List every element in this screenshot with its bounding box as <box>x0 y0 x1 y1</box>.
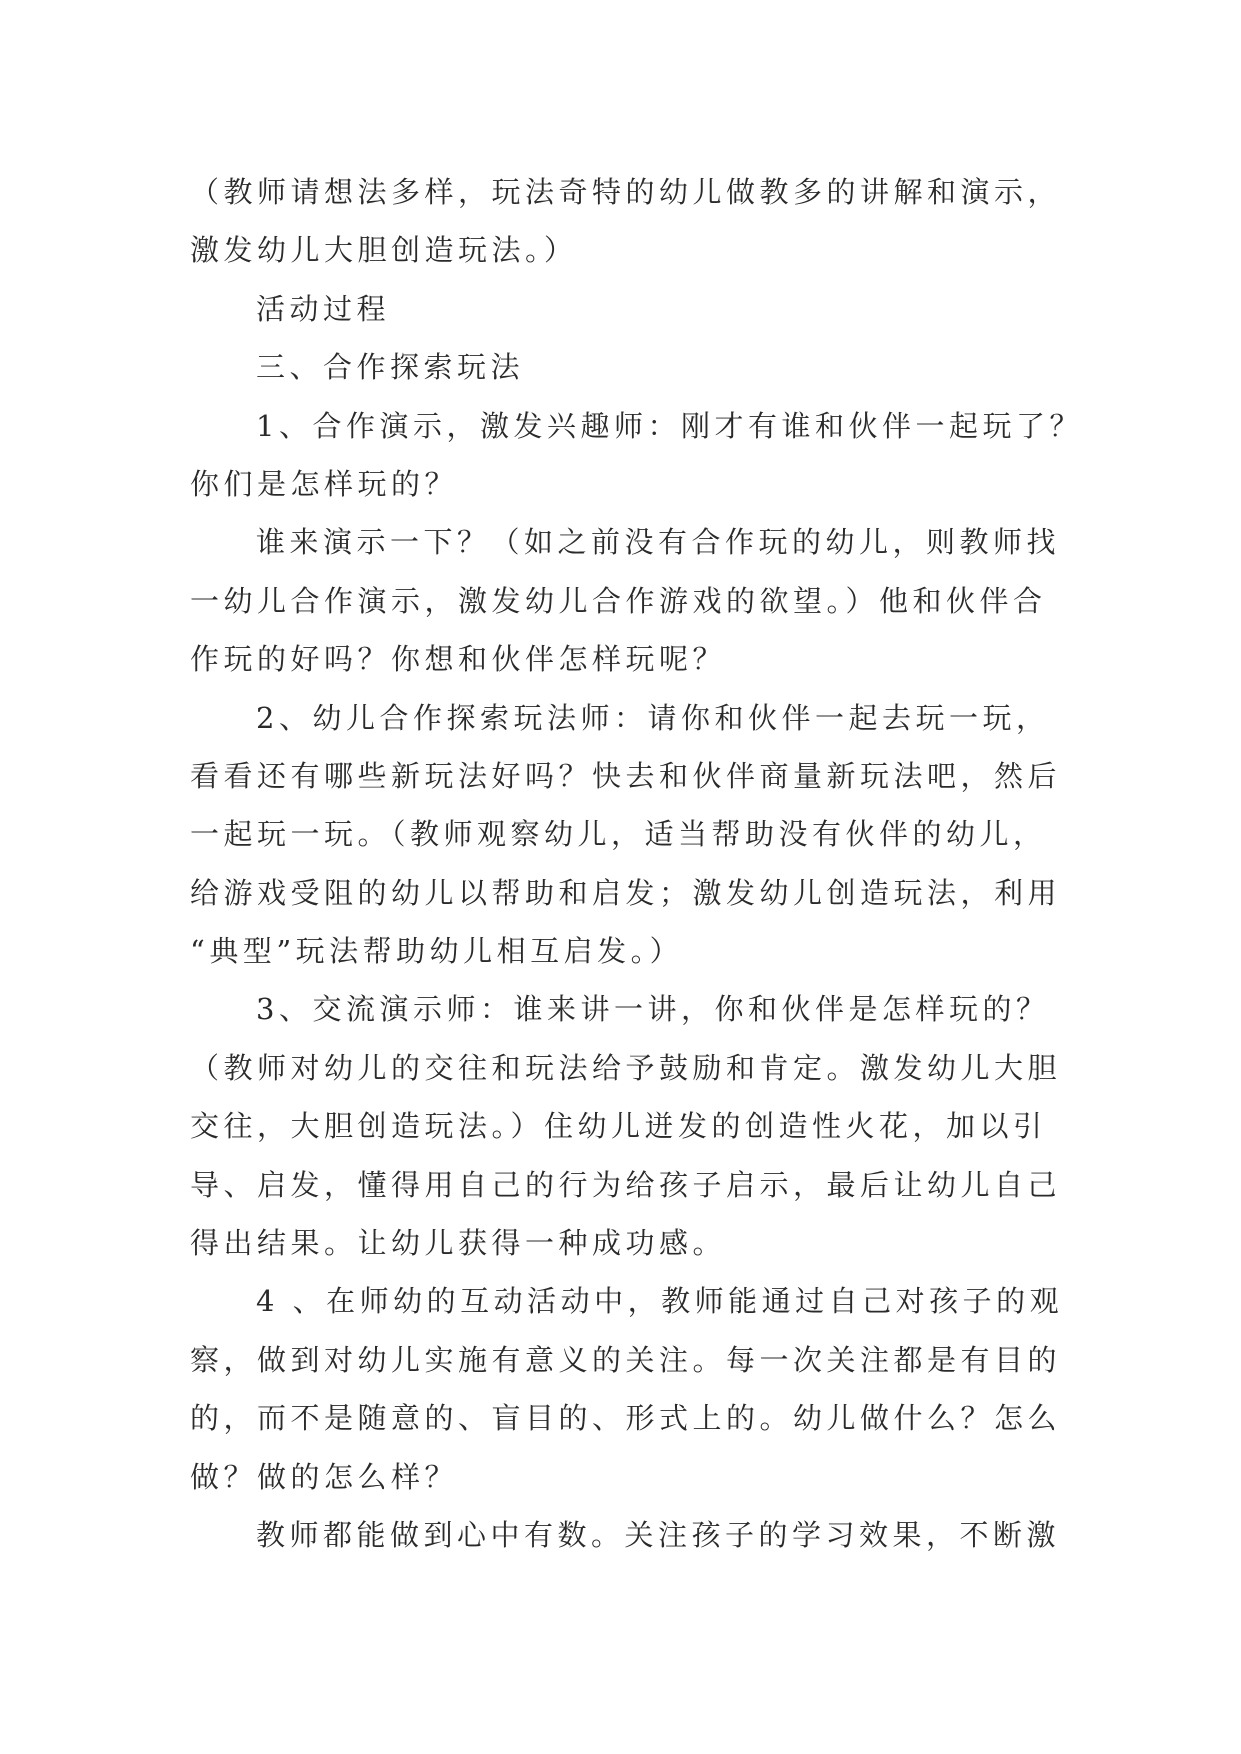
text-line: 一起玩一玩。（教师观察幼儿，适当帮助没有伙伴的幼儿， <box>190 817 1047 852</box>
text-line: 得出结果。让幼儿获得一种成功感。 <box>190 1226 727 1261</box>
text-line: 察，做到对幼儿实施有意义的关注。每一次关注都是有目的 <box>190 1342 1062 1377</box>
text-line: （教师对幼儿的交往和玩法给予鼓励和肯定。激发幼儿大胆 <box>190 1050 1062 1085</box>
text-line: （教师请想法多样，玩法奇特的幼儿做教多的讲解和演示， <box>190 175 1062 209</box>
text-line: 看看还有哪些新玩法好吗？快去和伙伴商量新玩法吧，然后 <box>190 758 1062 793</box>
text-line: 你们是怎样玩的？ <box>190 466 459 501</box>
text-line: 谁来演示一下？（如之前没有合作玩的幼儿，则教师找 <box>256 525 1061 560</box>
text-line: “典型”玩法帮助幼儿相互启发。） <box>190 934 684 969</box>
text-line: 1、合作演示，激发兴趣师：刚才有谁和伙伴一起玩了？ <box>256 408 1083 443</box>
text-line: 做？做的怎么样？ <box>190 1459 459 1494</box>
text-line: 导、启发，懂得用自己的行为给孩子启示，最后让幼儿自己 <box>190 1167 1062 1202</box>
text-line: 教师都能做到心中有数。关注孩子的学习效果，不断激 <box>256 1517 1061 1552</box>
text-line: 的，而不是随意的、盲目的、形式上的。幼儿做什么？怎么 <box>190 1401 1062 1436</box>
text-line: 激发幼儿大胆创造玩法。） <box>190 233 578 268</box>
text-line: 3、交流演示师：谁来讲一讲，你和伙伴是怎样玩的？ <box>256 992 1050 1027</box>
text-line: 一幼儿合作演示，激发幼儿合作游戏的欲望。）他和伙伴合 <box>190 583 1047 618</box>
text-line: 2、幼儿合作探索玩法师：请你和伙伴一起去玩一玩， <box>256 700 1050 735</box>
text-line: 给游戏受阻的幼儿以帮助和启发；激发幼儿创造玩法，利用 <box>190 875 1062 910</box>
section-heading: 三、合作探索玩法 <box>256 350 525 385</box>
section-heading: 活动过程 <box>256 291 391 326</box>
text-line: 4 、在师幼的互动活动中，教师能通过自己对孩子的观 <box>256 1284 1064 1319</box>
document-body <box>190 163 1083 1564</box>
text-line: 交往，大胆创造玩法。）住幼儿迸发的创造性火花，加以引 <box>190 1109 1047 1144</box>
text-line: 作玩的好吗？你想和伙伴怎样玩呢？ <box>190 642 727 677</box>
